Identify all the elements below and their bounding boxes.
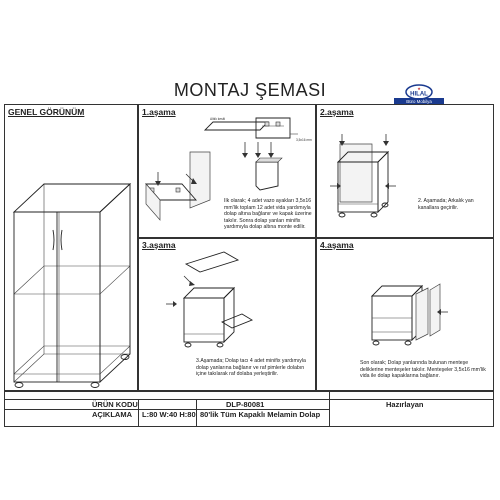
logo-subtext: Büro Mobilya — [406, 98, 432, 104]
product-code-value: DLP-80081 — [226, 400, 265, 409]
step4-note: Son olarak; Dolap yanlarında bulunan menteşe deliklerine menteşeler takılır. Menteşeler 3,5x16 mm'lik vida ile dolap kapaklarına bağlanır. — [360, 360, 486, 380]
svg-text:★: ★ — [417, 86, 421, 91]
step1-note: Ilk olarak; 4 adet vazo ayakları 3,5x16 mm'lik toplam 12 adet vida yardımıyla dolap altına bağlanır ve kapak üzerine takılır. Sonra dolap yanları minifix yardımıyla dolap altına monte edilir. — [224, 198, 312, 231]
description-label: AÇIKLAMA — [92, 410, 132, 419]
step2-label: 2.aşama — [320, 107, 354, 117]
step3-label: 3.aşama — [142, 240, 176, 250]
step2-note: 2. Aşamada; Arkalık yan kanallara geçirilir. — [418, 198, 474, 211]
step4-label: 4.aşama — [320, 240, 354, 250]
logo-text: HILAL — [410, 91, 428, 98]
page-title: MONTAJ ŞEMASI — [173, 80, 327, 100]
dim-side-label: 3,5x16 mm — [296, 138, 312, 142]
step3-note: 3.Aşamada; Dolap tacı 4 adet minifix yardımıyla dolap yanlarına bağlanır ve raf pimlerle dolabın içine takılarak raf dolaba yerleştirilir. — [196, 358, 306, 378]
dim-top-label: Altlık kesiti — [210, 117, 226, 121]
step2-drawing — [316, 104, 494, 238]
general-view-drawing — [4, 104, 138, 391]
description-value: 80'lik Tüm Kapaklı Melamin Dolap — [200, 410, 321, 419]
general-view-label: GENEL GÖRÜNÜM — [8, 107, 85, 117]
product-code-label: ÜRÜN KODU — [92, 400, 138, 409]
company-logo — [390, 83, 448, 105]
logo-emblem-icon — [390, 83, 448, 105]
prepared-by-label: Hazırlayan — [386, 400, 424, 409]
step1-label: 1.aşama — [142, 107, 176, 117]
dimensions-value: L:80 W:40 H:80 — [142, 410, 196, 419]
